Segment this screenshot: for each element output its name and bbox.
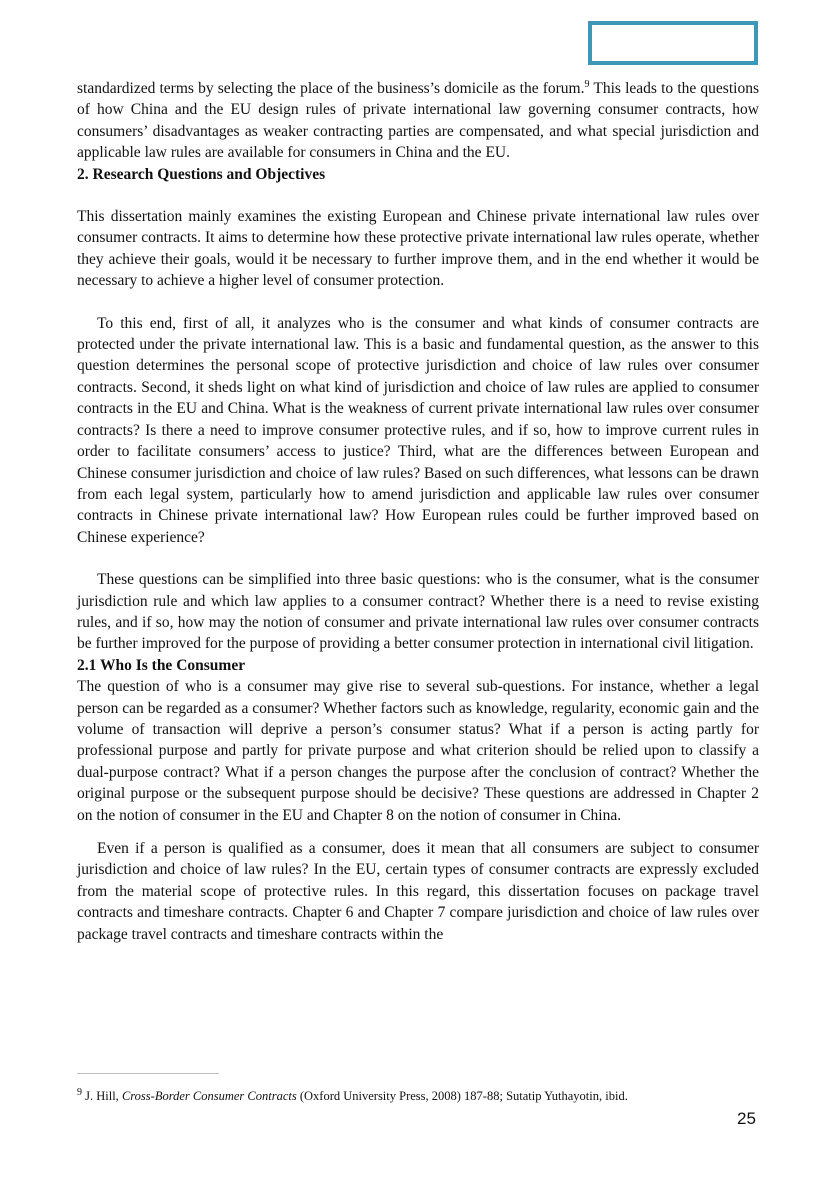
paragraph-research-overview: This dissertation mainly examines the existing European and Chinese private international law rules over consumer contracts. It aims to determine how these protective private international law rules operate, whether they achieve their goals, would it be necessary to further improve them, and in the end whether it would be necessary to achieve a higher level of consumer protection. bbox=[77, 208, 759, 290]
footnote-separator bbox=[77, 1073, 219, 1074]
paragraph-intro-text: standardized terms by selecting the place of the business’s domicile as the forum. bbox=[77, 80, 585, 97]
header-frame-box bbox=[588, 21, 758, 65]
paragraph-research-detail: To this end, first of all, it analyzes who is the consumer and what kinds of consumer contracts are protected under the private international law. This is a basic and fundamental question, as the answer to this question determines the personal scope of protective jurisdiction and choice of law rules over consumer contracts. Second, it sheds light on what kind of jurisdiction and choice of law rules are applied to consumer contracts in the EU and China. What is the weakness of current private international law rules over consumer contracts? Is there a need to improve consumer protective rules, and if so, how to improve current rules in order to facilitate consumers’ access to justice? Third, what are the differences between European and Chinese consumer jurisdiction and choice of law rules? Based on such differences, what lessons can be drawn from each legal system, particularly how to amend jurisdiction and applicable law rules over consumer contracts in Chinese private international law? How European rules could be further improved based on Chinese experience? bbox=[77, 314, 759, 546]
footnote-reference[interactable]: 9 bbox=[584, 78, 590, 90]
section-heading-research-questions: 2. Research Questions and Objectives bbox=[77, 165, 326, 183]
paragraph-intro-continued: This leads to the questions of how China and the EU design rules of private international law governing consumer contracts, how consumers’ disadvantages as weaker contracting parties are compensated, and what special jurisdiction and applicable law rules are available for consumers in China and the EU. bbox=[77, 80, 759, 162]
paragraph-consumer-scope: Even if a person is qualified as a consumer, does it mean that all consumers are subject to consumer jurisdiction and choice of law rules? In the EU, certain types of consumer contracts are expressly excluded from the material scope of protective rules. In this regard, this dissertation focuses on package travel contracts and timeshare contracts. Chapter 6 and Chapter 7 compare jurisdiction and choice of law rules over package travel contracts and timeshare contracts within the bbox=[77, 840, 759, 943]
paragraph-consumer-questions: The question of who is a consumer may give rise to several sub-questions. For instance, whether a legal person can be regarded as a consumer? Whether factors such as knowledge, regularity, economic gain and the volume of transaction will deprive a person’s consumer status? What if a person is acting partly for professional purpose and partly for private purpose and what criterion should be relied upon to classify a dual-purpose contract? What if a person changes the purpose after the conclusion of contract? Whether the original purpose or the subsequent purpose should be decisive? These questions are addressed in Chapter 2 on the notion of consumer in the EU and Chapter 8 on the notion of consumer in China. bbox=[77, 678, 759, 824]
paragraph-intro bbox=[77, 78, 759, 164]
footnote-author: J. Hill, bbox=[82, 1089, 122, 1103]
subsection-heading-who-is-consumer: 2.1 Who Is the Consumer bbox=[77, 656, 246, 674]
paragraph-research-summary: These questions can be simplified into three basic questions: who is the consumer, what is the consumer jurisdiction rule and which law applies to a consumer contract? Whether there is a need to revise existing rules, and if so, how may the notion of consumer and private international law rules over consumer contracts be further improved for the purpose of providing a better consumer protection in international civil litigation. bbox=[77, 571, 759, 653]
page-body bbox=[77, 78, 759, 945]
footnote-citation: (Oxford University Press, 2008) 187-88; Sutatip Yuthayotin, ibid. bbox=[296, 1089, 628, 1103]
footnote-marker: 9 bbox=[77, 1086, 82, 1098]
footnote-title: Cross-Border Consumer Contracts bbox=[121, 1089, 297, 1103]
footnote bbox=[77, 1088, 767, 1104]
page-number: 25 bbox=[737, 1109, 756, 1128]
